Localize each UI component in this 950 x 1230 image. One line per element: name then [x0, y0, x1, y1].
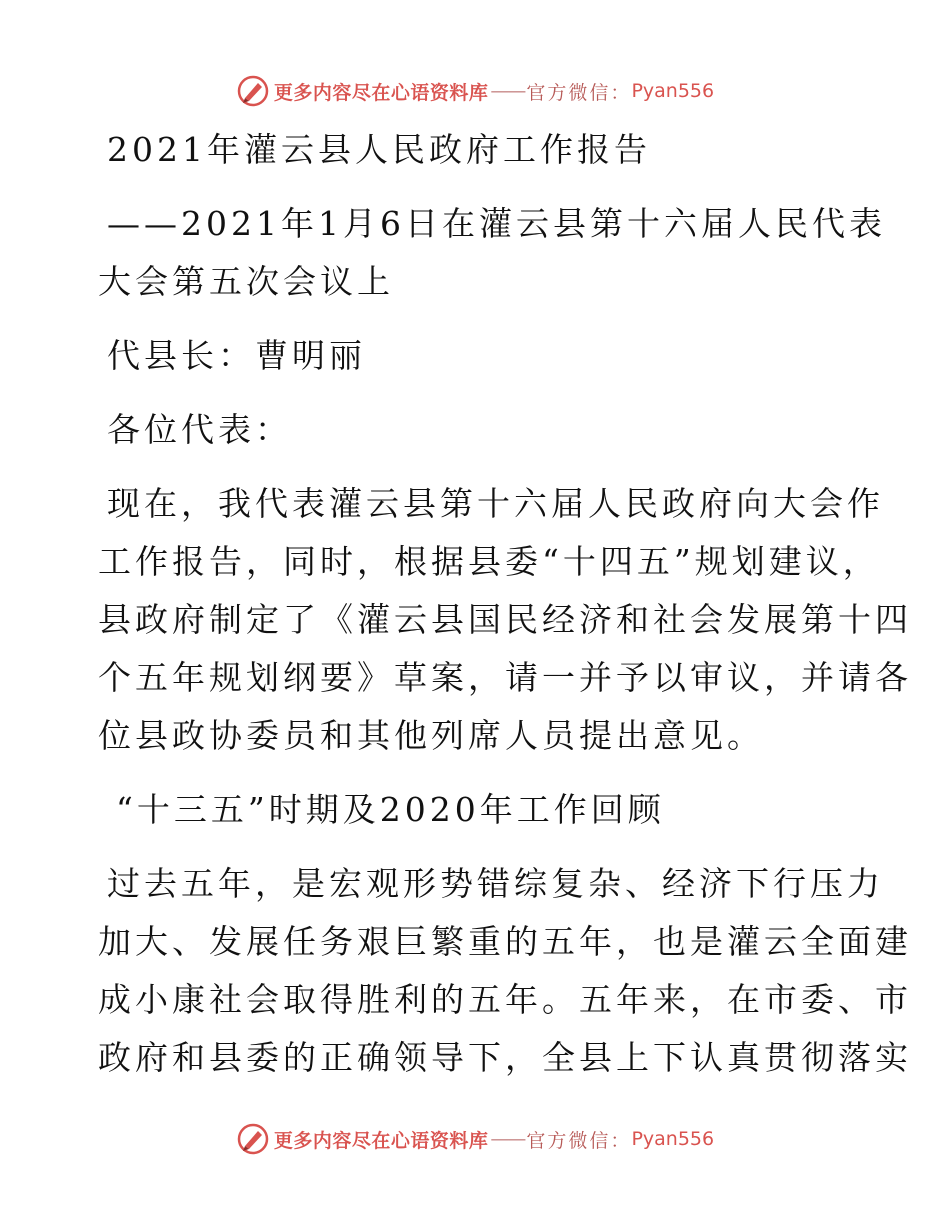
watermark-wechat-label: 官方微信：	[526, 81, 632, 104]
watermark-dash: ——	[490, 1128, 525, 1150]
pen-logo-icon	[236, 1122, 270, 1156]
watermark-wechat-id: Pyan556	[631, 80, 715, 102]
paragraph-line: 工作报告，同时，根据县委“十四五”规划建议，	[98, 542, 880, 581]
watermark-main-text: 更多内容尽在心语资料库	[273, 1129, 489, 1152]
paragraph-line: 县政府制定了《灌云县国民经济和社会发展第十四	[98, 600, 912, 639]
paragraph-line: 位县政协委员和其他列席人员提出意见。	[98, 716, 764, 755]
section-heading: “十三五”时期及2020年工作回顾	[116, 790, 665, 829]
document-salutation: 各位代表：	[107, 410, 292, 449]
paragraph-line: 现在，我代表灌云县第十六届人民政府向大会作	[107, 484, 884, 523]
paragraph-line: 个五年规划纲要》草案，请一并予以审议，并请各	[98, 658, 912, 697]
document-author: 代县长：曹明丽	[107, 336, 366, 375]
watermark-main-text: 更多内容尽在心语资料库	[273, 81, 489, 104]
paragraph-line: 政府和县委的正确领导下，全县上下认真贯彻落实	[98, 1038, 912, 1077]
paragraph-line: 成小康社会取得胜利的五年。五年来，在市委、市	[98, 980, 912, 1019]
watermark-banner-bottom	[0, 1119, 950, 1159]
document-subtitle-line-2: 大会第五次会议上	[98, 262, 394, 301]
watermark-dash: ——	[490, 80, 525, 102]
paragraph-line: 加大、发展任务艰巨繁重的五年，也是灌云全面建	[98, 922, 912, 961]
document-subtitle-line-1: ——2021年1月6日在灌云县第十六届人民代表	[107, 204, 886, 243]
watermark-wechat-label: 官方微信：	[526, 1129, 632, 1152]
watermark-wechat-id: Pyan556	[631, 1128, 715, 1150]
document-title: 2021年灌云县人民政府工作报告	[107, 130, 651, 169]
paragraph-line: 过去五年，是宏观形势错综复杂、经济下行压力	[107, 864, 884, 903]
